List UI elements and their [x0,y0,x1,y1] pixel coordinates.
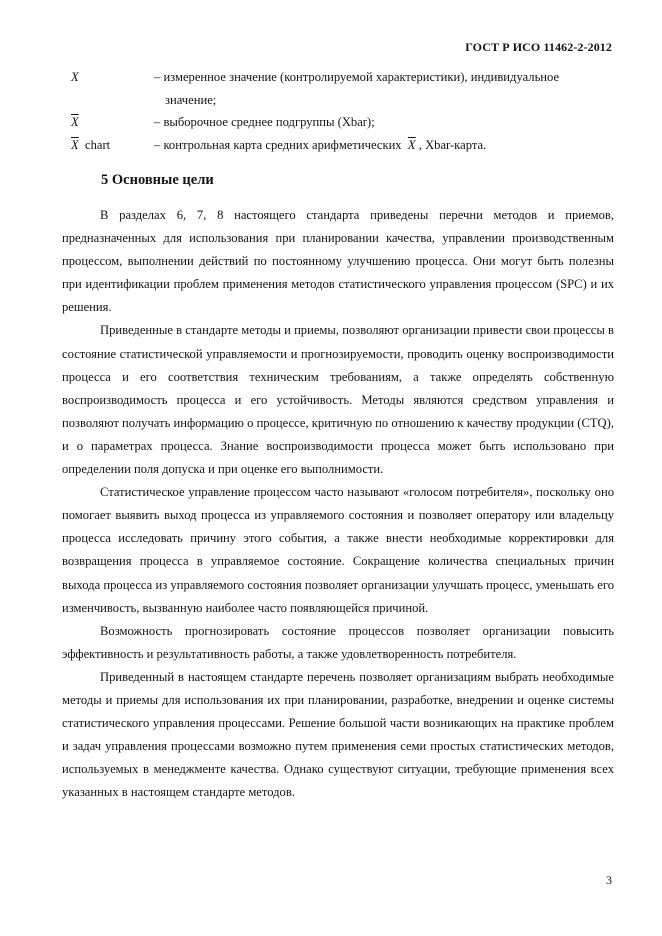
definition-term [62,134,154,157]
symbol-x-bar-inline: $\overline{X}$ [407,137,416,152]
definition-text-before: – контрольная карта средних арифметических [154,137,402,152]
definition-text: – выборочное среднее подгруппы (Xbar); [154,115,375,129]
paragraph: Статистическое управление процессом часто называют «голосом потребителя», поскольку оно помогает выявить выход процесса из управляемого состояния и позволяет оператору или владельцу процесса исследовать причину этого события, а также внести необходимые корректировки для возвращения процесса в управляемое состояние. Сокращение количества специальных причин выхода процесса из управляемого состояния позволяет организации улучшать процесс, уменьшать его изменчивость, вызванную наиболее часто появляющейся причиной. [62,485,614,615]
symbol-x-bar: $\overline{X}$ [71,137,79,152]
symbol-x-bar: $\overline{X}$ [71,115,79,129]
definition-term [62,111,154,134]
paragraph: В разделах 6, 7, 8 настоящего стандарта приведены перечни методов и приемов, предназначенных для использования при планировании качества, управлении производственным процессом, выполнении действий по постоянному улучшению процесса. Они могут быть полезны при идентификации проблем применения методов статистического управления процессом (SPC) и их решения. [62,208,614,315]
paragraph: Приведенные в стандарте методы и приемы, позволяют организации привести свои процессы в состояние статистической управляемости и прогнозируемости, проводить оценку воспроизводимости процесса и его соответствия техническим требованиям, а также определять собственную воспроизводимость процесса и его устойчивость. Методы являются средством управления и позволяют получать информацию о процессе, критичную по отношению к качеству продукции (CTQ), и о параметрах процесса. Знание воспроизводимости процесса может быть использовано при определении поля допуска и при оценке его выполнимости. [62,323,614,477]
symbol-x: X [71,70,79,84]
definition-term [62,66,154,89]
definition-text-line2: значение; [165,92,217,107]
section-body [62,204,614,804]
page-header: ГОСТ Р ИСО 11462-2-2012 [465,40,612,54]
paragraph: Приведенный в настоящем стандарте перечень позволяет организациям выбрать необходимые методы и приемы для использования их при планировании, разработке, внедрении и оценке системы статистического управления процессами. Решение большой части возникающих на практике проблем и задач управления процессами возможно путем применения семи простых статистических методов, используемых в менеджменте качества. Однако существуют ситуации, требующие применения всех указанных в настоящем стандарте методов. [62,669,614,800]
definitions-list [62,66,622,156]
definition-text [154,66,622,111]
definition-row [62,111,622,134]
page-number: 3 [606,873,612,887]
definition-text-after: , Xbar-карта. [418,137,487,152]
term-suffix: chart [85,137,111,152]
paragraph: Возможность прогнозировать состояние процессов позволяет организации повысить эффективность и результативность работы, а также удовлетворенность потребителя. [62,623,614,661]
definition-text-line1: – измеренное значение (контролируемой характеристики), индивидуальное [154,70,560,84]
section-title: 5 Основные цели [101,172,214,188]
definition-row [62,134,622,157]
definition-row [62,66,622,111]
definition-text [154,134,622,157]
